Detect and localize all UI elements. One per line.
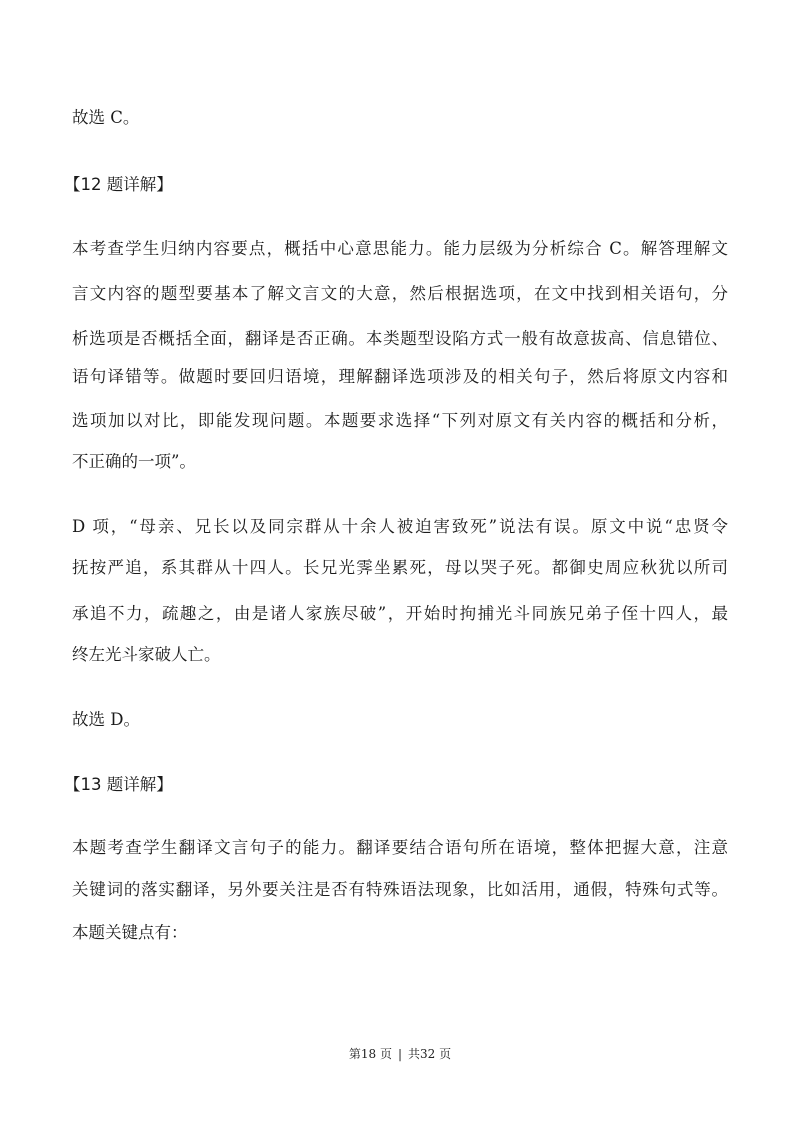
conclusion-c: 故选 C。 <box>72 108 140 127</box>
page-number: 第18 页 <box>348 1047 392 1061</box>
text-line: 言文内容的题型要基本了解文言文的大意，然后根据选项，在文中找到相关语句，分 <box>72 284 728 303</box>
q13-heading: 【13 题详解】 <box>64 775 173 794</box>
text-line: 关键词的落实翻译，另外要关注是否有特殊语法现象，比如活用，通假，特殊句式等。 <box>72 880 728 899</box>
text-line: 不正确的一项”。 <box>72 452 196 471</box>
text-line: 本考查学生归纳内容要点，概括中心意思能力。能力层级为分析综合 C。解答理解文 <box>72 239 728 258</box>
text-line: 析选项是否概括全面，翻译是否正确。本类题型设陷方式一般有故意拔高、信息错位、 <box>72 329 728 348</box>
footer-separator: | <box>397 1047 403 1061</box>
text-line: 选项加以对比，即能发现问题。本题要求选择“下列对原文有关内容的概括和分析， <box>72 411 728 430</box>
text-line: 本题关键点有： <box>72 923 188 942</box>
page-footer <box>0 1046 800 1062</box>
q12-heading: 【12 题详解】 <box>64 175 173 194</box>
text-line: 终左光斗家破人亡。 <box>72 645 221 664</box>
text-line: 本题考查学生翻译文言句子的能力。翻译要结合语句所在语境，整体把握大意，注意 <box>72 838 728 857</box>
text-line: 语句译错等。做题时要回归语境，理解翻译选项涉及的相关句子，然后将原文内容和 <box>72 367 728 386</box>
text-line: 承追不力，疏趣之，由是诸人家族尽破”，开始时拘捕光斗同族兄弟子侄十四人，最 <box>72 604 728 623</box>
page-total: 共32 页 <box>408 1047 452 1061</box>
text-line: D 项，“母亲、兄长以及同宗群从十余人被迫害致死”说法有误。原文中说“忠贤令 <box>72 517 728 536</box>
conclusion-d: 故选 D。 <box>72 710 140 729</box>
text-line: 抚按严追，系其群从十四人。长兄光霁坐累死，母以哭子死。都御史周应秋犹以所司 <box>72 558 728 577</box>
